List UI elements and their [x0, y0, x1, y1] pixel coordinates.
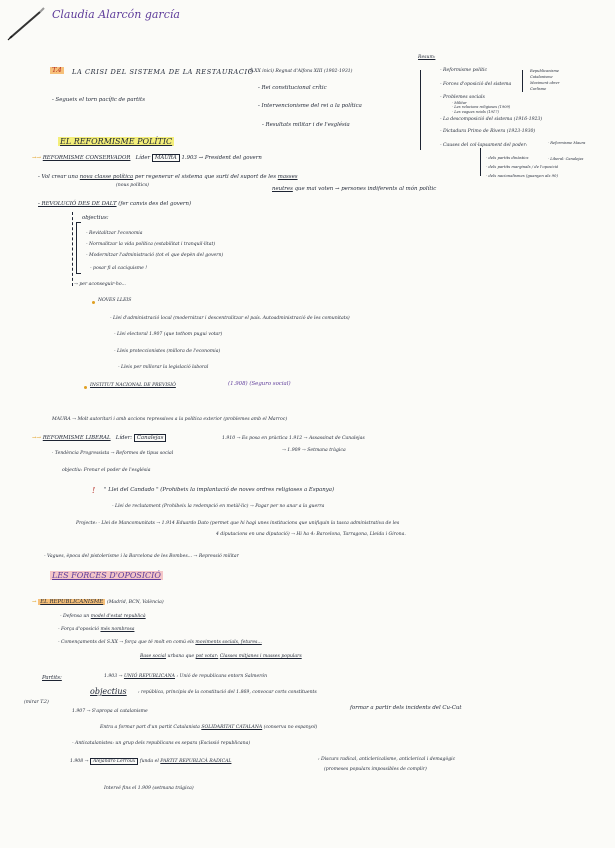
rep-d2: - Força d'oposició més nombrosa — [58, 627, 135, 632]
bullet-icon — [92, 301, 95, 304]
obj-text: : república, principis de la constitució del 1.869, convocar corts constituents — [138, 690, 317, 695]
summary-head: Resum: — [418, 55, 436, 60]
rep-d1: - Defensa un model d'estat republicà — [60, 614, 146, 619]
conservador-text-1: - Vol crear una nova classe política per regenerar el sistema que surti del suport de les masses — [38, 174, 298, 180]
noves-lleis: NOVES LLEIS — [98, 298, 132, 303]
reclutament: - Llei de reclutament (Prohibeix la redempció en metàl·lic) → Pagar per no anar a la guerra — [112, 504, 325, 509]
section-number: T.4 — [52, 66, 62, 74]
summary-item: - Forces d'oposició del sistema — [440, 82, 512, 87]
objectiu-item: - Normalitzar la vida política (estabilitat i tranquil·litat) — [86, 242, 216, 247]
summary-item: · Militar — [452, 101, 467, 105]
objectiu-item: - Modernitzar l'administració (tot el que depèn del govern) — [86, 253, 224, 258]
p1907: 1.907 → S'apropa al catalanisme — [72, 709, 148, 714]
bullet-icon — [84, 386, 87, 389]
summary-item: · dels nacionalismes (guanyen als 90) — [486, 173, 558, 178]
pencil-icon — [6, 6, 46, 42]
mirar: (mirar T.2) — [24, 700, 49, 705]
discurs: : Discurs radical, anticlericalisme, anticlerical i demagògic — [318, 757, 456, 762]
setmana: → 1.909 → Setmana tràgica — [282, 448, 346, 453]
summary-side: Moviment obrer — [530, 81, 560, 85]
partits-label: Partits: — [42, 675, 62, 681]
republicanisme: → EL REPUBLICANISME (Madrid, BCN, València) — [32, 599, 164, 605]
summary-item: · dels partits marginals / de l'oposició — [486, 164, 559, 169]
objectiu-item: - Revitalitzar l'economia — [86, 231, 143, 236]
format-arrow: formar a partir dels incidents del Cu-Cut — [350, 705, 462, 711]
summary-side: Republicanisme — [530, 69, 560, 73]
summary-item: · dels partits dinàstics — [486, 155, 529, 160]
objectius-label: objectius: — [82, 215, 109, 221]
summary-item: · Les vagues reials (1917) — [452, 110, 499, 114]
llei-item: - Lleis per millorar la legislació laboral — [118, 365, 209, 370]
maura-fall: MAURA → Molt autoritari i amb accions repressives a la política exterior (problemes amb el Marroc) — [52, 417, 288, 422]
tendencia: · Tendència Progressista → Reformes de tipus social — [52, 451, 174, 456]
vagues: - Vagues, època del pistolerisme i la Barcelona de les Bombes... → Repressió militar — [44, 554, 239, 559]
summary-side: · Reformisme Maura — [548, 141, 586, 145]
per-aconseguir: → per aconseguir-ho... — [74, 282, 126, 287]
section-heading-reformisme: EL REFORMISME POLÍTIC — [60, 137, 173, 146]
intro-r2: - Intervencionisme del rei a la política — [258, 103, 362, 109]
section-heading-forces: LES FORCES D'OPOSICIÓ — [52, 571, 161, 580]
institut-year: (1.908) (Seguro social) — [228, 381, 291, 387]
summary-item: - Dictadura Primo de Rivera (1923-1930) — [440, 129, 536, 134]
summary-item: - Reformisme polític — [440, 68, 488, 73]
intro-left: - Segueix el torn pacífic de partits — [52, 97, 145, 103]
summary-item: · Les relacions religioses (1909) — [452, 105, 511, 109]
summary-item: - La descomposició del sistema (1916-1923) — [440, 117, 543, 122]
intro-r1: - Rei constitucional crític — [258, 85, 327, 91]
interve: Intervé fins el 1.909 (setmana trágica) — [104, 786, 194, 791]
entra: Entra a formar part d'un partit Catalanista SOLIDARITAT CATALANA (conserva no espanyol) — [100, 725, 318, 730]
page-title: LA CRISI DEL SISTEMA DE LA RESTAURACIÓ — [72, 68, 254, 76]
rep-d3: - Començaments del S.XX → força que té molt en comú els moviments socials, fetures... — [58, 640, 262, 645]
projecte-1: Projecte: - Llei de Mancomunitats → 1.914 Eduardo Dato (permet que hi hagi unes institucions que unifiquin la tasca administrativa de les — [76, 521, 400, 526]
summary-side: Carlisme — [530, 87, 547, 91]
summary-item: - Causes del col·lapsament del poder: — [440, 143, 528, 148]
llei-item: - Lleis proteccionistes (millora de l'economia) — [114, 349, 221, 354]
canalejas-text: 1.910 → Es posa en pràctica 1.912 → Assassinat de Canalejas — [222, 436, 365, 441]
objectius-2: objectius — [90, 687, 127, 696]
author-name: Claudia Alarcón garcía — [52, 8, 180, 21]
candado: " Llei del Candado " (Prohibeix la implantació de noves ordres religioses a Espanya) — [104, 487, 335, 493]
p1908: 1.908 → Alejandro Lerroux funda el PARTIT REPUBLICÀ RADICAL — [70, 759, 232, 764]
p1903: 1.903 → UNIÓ REPUBLICANA : Unió de republicans entorn Salmerón — [104, 674, 268, 679]
institut-previsio: INSTITUT NACIONAL DE PREVISIÓ — [90, 383, 176, 388]
projecte-2: 4 diputacions en una diputació) → Hi ha 4: Barcelona, Tarragona, Lleida i Girona. — [216, 532, 406, 537]
intro-r3: - Resultats militar i de l'església — [262, 122, 350, 128]
objectiu-2: objectiu: Frenar el poder de l'església — [62, 468, 151, 473]
summary-side: Catalanisme — [530, 75, 553, 79]
conservador-text-2: neutres que mai voten → persones indiferents al món polític — [272, 186, 437, 192]
llei-item: - Llei d'administració local (modernitzar i descentralitzar el país. Autoadministració de les comunitats) — [110, 316, 350, 321]
summary-item: - Problemes socials — [440, 95, 485, 100]
anticatalanistes: - Anticatalanistes: un grup dels republicans es separa (Escissió republicana) — [72, 741, 251, 746]
discurs-2: (promeses populars impossibles de complir) — [324, 767, 427, 772]
liberal-line: →→ REFORMISME LIBERAL Líder: Canalejas — [32, 436, 166, 441]
title-meta: (S.XX inici) Regnat d'Alfons XIII (1902-1931) — [248, 69, 353, 74]
conservador-line: →→ REFORMISME CONSERVADOR Líder MAURA 1.903 → President del govern — [32, 155, 262, 161]
rep-base: Base social urbana que pot votar: Classes mitjanes i masses populars — [140, 654, 302, 659]
llei-item: - Llei electoral 1.907 (que tothom pugui votar) — [114, 332, 223, 337]
summary-side: · Liberal: Canalejas — [548, 157, 584, 161]
objectiu-item: - posar fi al caciquisme ! — [90, 266, 148, 271]
exclaim-icon: ! — [92, 486, 96, 495]
nous-politics: (nous polítics) — [116, 183, 149, 188]
revolucio-line: - REVOLUCIÓ DES DE DALT (fer canvis des del govern) — [38, 201, 192, 207]
